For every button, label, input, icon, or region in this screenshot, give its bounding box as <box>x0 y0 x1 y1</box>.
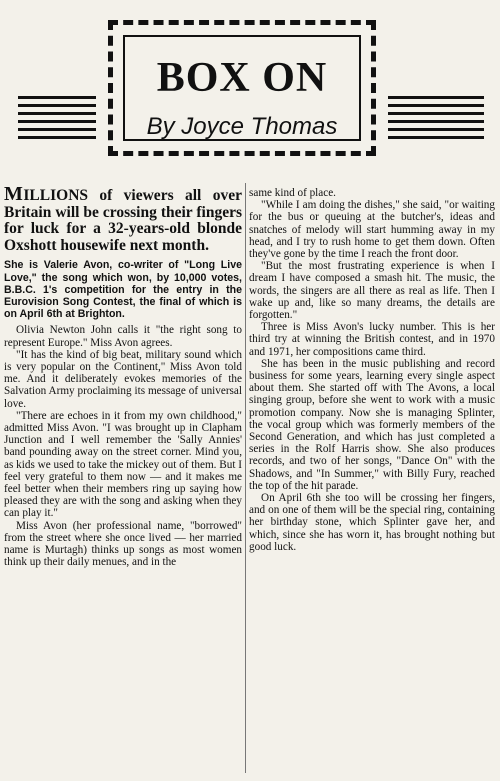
continuation-text: same kind of place. <box>249 187 336 199</box>
lead-paragraph <box>4 183 242 254</box>
article-column-left <box>4 183 242 569</box>
stripes-left <box>18 96 96 144</box>
lead-text: ILLIONS of viewers all over Britain will be crossing their fingers for luck for a 32-years-old blonde Oxshott housewife next month. <box>4 187 242 254</box>
body-paragraph: Olivia Newton John calls it "the right song to represent Europe." Miss Avon agrees. <box>4 324 242 349</box>
column-divider <box>245 183 246 773</box>
body-paragraph: "But the most frustrating experience is when I dream I have composed a smash hit. The music, the words, the singers are all there as real as life. Then I wake up and, like so many dreams, the details are forgotten." <box>249 260 495 322</box>
intro-paragraph: She is Valerie Avon, co-writer of "Long Live Love," the song which won, by 10,000 votes, B.B.C. 1's competition for the entry in the Eurovision Song Contest, the final of which is on April 6th at Brighton. <box>4 259 242 321</box>
byline: By Joyce Thomas <box>146 113 338 140</box>
body-paragraph: Three is Miss Avon's lucky number. This is her third try at winning the British contest, and in 1970 and 1971, her compositions came third. <box>249 321 495 358</box>
body-paragraph: "While I am doing the dishes," she said, "or waiting for the bus or queuing at the butcher's, ideas and snatches of melody will start humming away in my head, and I try to rush home to get them down. Often they've gone by the time I reach the front door. <box>249 199 495 261</box>
article-column-right <box>249 187 495 553</box>
masthead-inner-frame <box>123 35 361 141</box>
lead-initial: M <box>4 183 24 205</box>
stripes-right <box>388 96 484 144</box>
body-paragraph: Miss Avon (her professional name, "borrowed" from the street where she once lived — her married name is Murtagh) thinks up songs as most women think up their daily menues, and in the <box>4 519 242 569</box>
body-paragraph: "It has the kind of big beat, military sound which is very popular on the Continent," Miss Avon told me. And it deliberately evokes memories of the Salvation Army proclaiming its message of universal love. <box>4 348 242 410</box>
body-paragraph: "There are echoes in it from my own childhood," admitted Miss Avon. "I was brought up in Clapham Junction and I well remember the 'Sally Annies' band pounding away on the street corner. Mind you, as kids we used to take the mickey out of them. But I feel very grateful to them now — and it makes me feel better when their members ring up saying how pleased they are with the song and asking when they can play it." <box>4 409 242 520</box>
body-paragraph: On April 6th she too will be crossing her fingers, and on one of them will be the special ring, containing her birthday stone, which Splinter gave her, and which, since she has worn it, has brought nothing but good luck. <box>249 492 495 553</box>
body-paragraph: She has been in the music publishing and record business for some years, learning every single aspect about them. She started off with The Avons, a local singing group, before she went to work with a music promotion company. Now she is managing Splinter, the vocal group which was formerly members of the Second Generation, and which has just completed a series in the Rolf Harris show. She also produces records, and two of her songs, "Dance On" with the Shadows, and "In Summer," with Billy Fury, reached the top of the hit parade. <box>249 357 495 492</box>
masthead-box <box>108 20 376 156</box>
column-title: BOX ON <box>156 55 328 101</box>
